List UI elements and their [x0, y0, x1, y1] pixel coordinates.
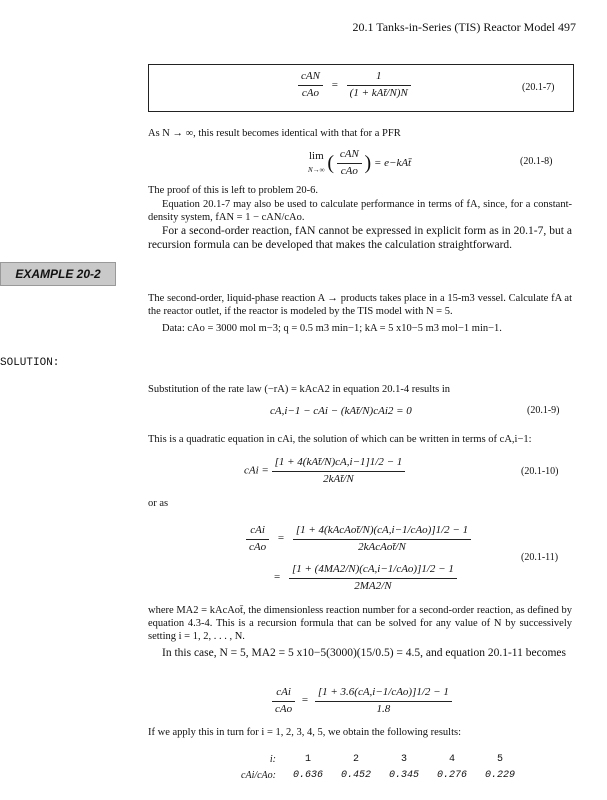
eq9-number: (20.1-9) — [527, 405, 560, 416]
eq10 — [244, 456, 405, 487]
results-i-value: 5 — [496, 754, 503, 765]
results-ratio-value: 0.229 — [484, 770, 515, 781]
eq-final-lhs: $\frac{\text{cAi}}{\text{cAo}}$ — [272, 686, 295, 717]
eq11-frac1: $\frac{\text{[1 + 4(kAcAot̄/N)(cA,i−1/cAo)]1/2 − 1}}{\text{2kAcAot̄/N}}$ — [293, 524, 471, 555]
results-row-i-label: i: — [269, 754, 276, 765]
results-ratio-value: 0.636 — [292, 770, 323, 781]
para-pfr: As N → ∞, this result becomes identical with that for a PFR — [148, 128, 401, 139]
results-ratio-value: 0.345 — [388, 770, 419, 781]
para-proof: The proof of this is left to problem 20-6. — [148, 185, 319, 196]
eq11-frac2: $\frac{\text{[1 + (4MA2/N)(cA,i−1/cAo)]1/2 − 1}}{2MA2/N}$ — [289, 563, 457, 594]
eq9: cA,i−1 − cAi − (kAt̄/N)cAi2 = 0 — [270, 405, 412, 417]
eq8-lim: lim — [309, 149, 324, 162]
results-i-value: 3 — [400, 754, 407, 765]
eq8-rhs: = e−kAt̄ — [373, 156, 412, 169]
solution-label: SOLUTION: — [0, 357, 60, 369]
solution-this-case: In this case, N = 5, MA2 = 5 x10−5(3000)(15/0.5) = 4.5, and equation 20.1-11 becomes — [162, 647, 566, 659]
eq7-lhs: $\frac{\text{cAN}}{\text{cAo}}$ — [298, 70, 323, 101]
eq7-number: (20.1-7) — [522, 82, 555, 93]
example-text: The second-order, liquid-phase reaction A → products takes place in a 15-m3 vessel. Calculate fA at the reactor outlet, if the reactor is modeled by the TIS model with N = 5. — [148, 293, 572, 318]
results-table — [232, 754, 532, 784]
results-ratio-value: 0.276 — [436, 770, 467, 781]
results-i-value: 4 — [448, 754, 455, 765]
eq10-frac: $\frac{\text{[1 + 4(kAt̄/N)cA,i−1]1/2 − 1}}{\text{2kAt̄/N}}$ — [272, 456, 406, 487]
boxed-equation-body: $\frac{\text{cAN}}{\text{cAo}}$ = $\frac{1}{\text{(1 + kAt̄/N)N}}$ — [298, 70, 411, 101]
eq8: lim N→∞ ( $\frac{\text{cAN}}{\text{cAo}}$ ) = e−kAt̄ — [308, 148, 412, 177]
eq11-number: (20.1-11) — [521, 552, 559, 563]
eq8-frac: $\frac{\text{cAN}}{\text{cAo}}$ — [337, 148, 362, 179]
eq11-lhs: $\frac{\text{cAi}}{\text{cAo}}$ — [246, 524, 269, 555]
eq7-rhs: $\frac{1}{\text{(1 + kAt̄/N)N}}$ — [347, 70, 411, 101]
eq-final-rhs: $\frac{\text{[1 + 3.6(cA,i−1/cAo)]1/2 − 1}}{1.8}$ — [315, 686, 452, 717]
results-row-ratio — [232, 770, 532, 784]
eq11-line2: = $\frac{\text{[1 + (4MA2/N)(cA,i−1/cAo)]1/2 − 1}}{2MA2/N}$ — [268, 563, 457, 594]
eq11-line1: $\frac{\text{cAi}}{\text{cAo}}$ = $\frac{\text{[1 + 4(kAcAot̄/N)(cA,i−1/cAo)]1/2 − 1}}{\text{2kAcAot̄/N}}$ — [246, 524, 471, 555]
example-label: EXAMPLE 20-2 — [0, 262, 116, 286]
eq-final: $\frac{\text{cAi}}{\text{cAo}}$ = $\frac{\text{[1 + 3.6(cA,i−1/cAo)]1/2 − 1}}{1.8}$ — [272, 686, 452, 717]
eq8-number: (20.1-8) — [520, 156, 553, 167]
solution-where: where MA2 = kAcAot̄, the dimensionless reaction number for a second-order reaction, as defined by equation 4.3-4. This is a recursion formula that can be solved for any value of N by successively setting i = 1, 2, . . . , N. — [148, 605, 572, 643]
solution-apply: If we apply this in turn for i = 1, 2, 3, 4, 5, we obtain the following results: — [148, 727, 462, 738]
solution-quadratic: This is a quadratic equation in cAi, the solution of which can be written in terms of cA,i−1: — [148, 434, 532, 445]
results-i-value: 1 — [304, 754, 311, 765]
results-i-value: 2 — [352, 754, 359, 765]
solution-rate-law: Substitution of the rate law (−rA) = kAcA2 in equation 20.1-4 results in — [148, 384, 450, 395]
results-row-ratio-label: cAi/cAo: — [241, 770, 276, 781]
results-ratio-value: 0.452 — [340, 770, 371, 781]
page-header: 20.1 Tanks-in-Series (TIS) Reactor Model 497 — [352, 20, 576, 34]
results-row-i — [232, 754, 532, 768]
example-data: Data: cAo = 3000 mol m−3; q = 0.5 m3 min−1; kA = 5 x10−5 m3 mol−1 min−1. — [162, 323, 502, 334]
eq10-lhs: cAi = — [244, 464, 269, 477]
eq8-lim-sub: N→∞ — [308, 166, 325, 175]
or-as: or as — [148, 498, 169, 509]
eq10-number: (20.1-10) — [521, 466, 559, 477]
para-second-order: For a second-order reaction, fAN cannot be expressed in explicit form as in 20.1-7, but a recursion formula can be developed that makes the calculation straightforward. — [148, 225, 572, 251]
para-performance: Equation 20.1-7 may also be used to calculate performance in terms of fA, since, for a constant-density system, fAN = 1 − cAN/cAo. — [148, 199, 572, 224]
